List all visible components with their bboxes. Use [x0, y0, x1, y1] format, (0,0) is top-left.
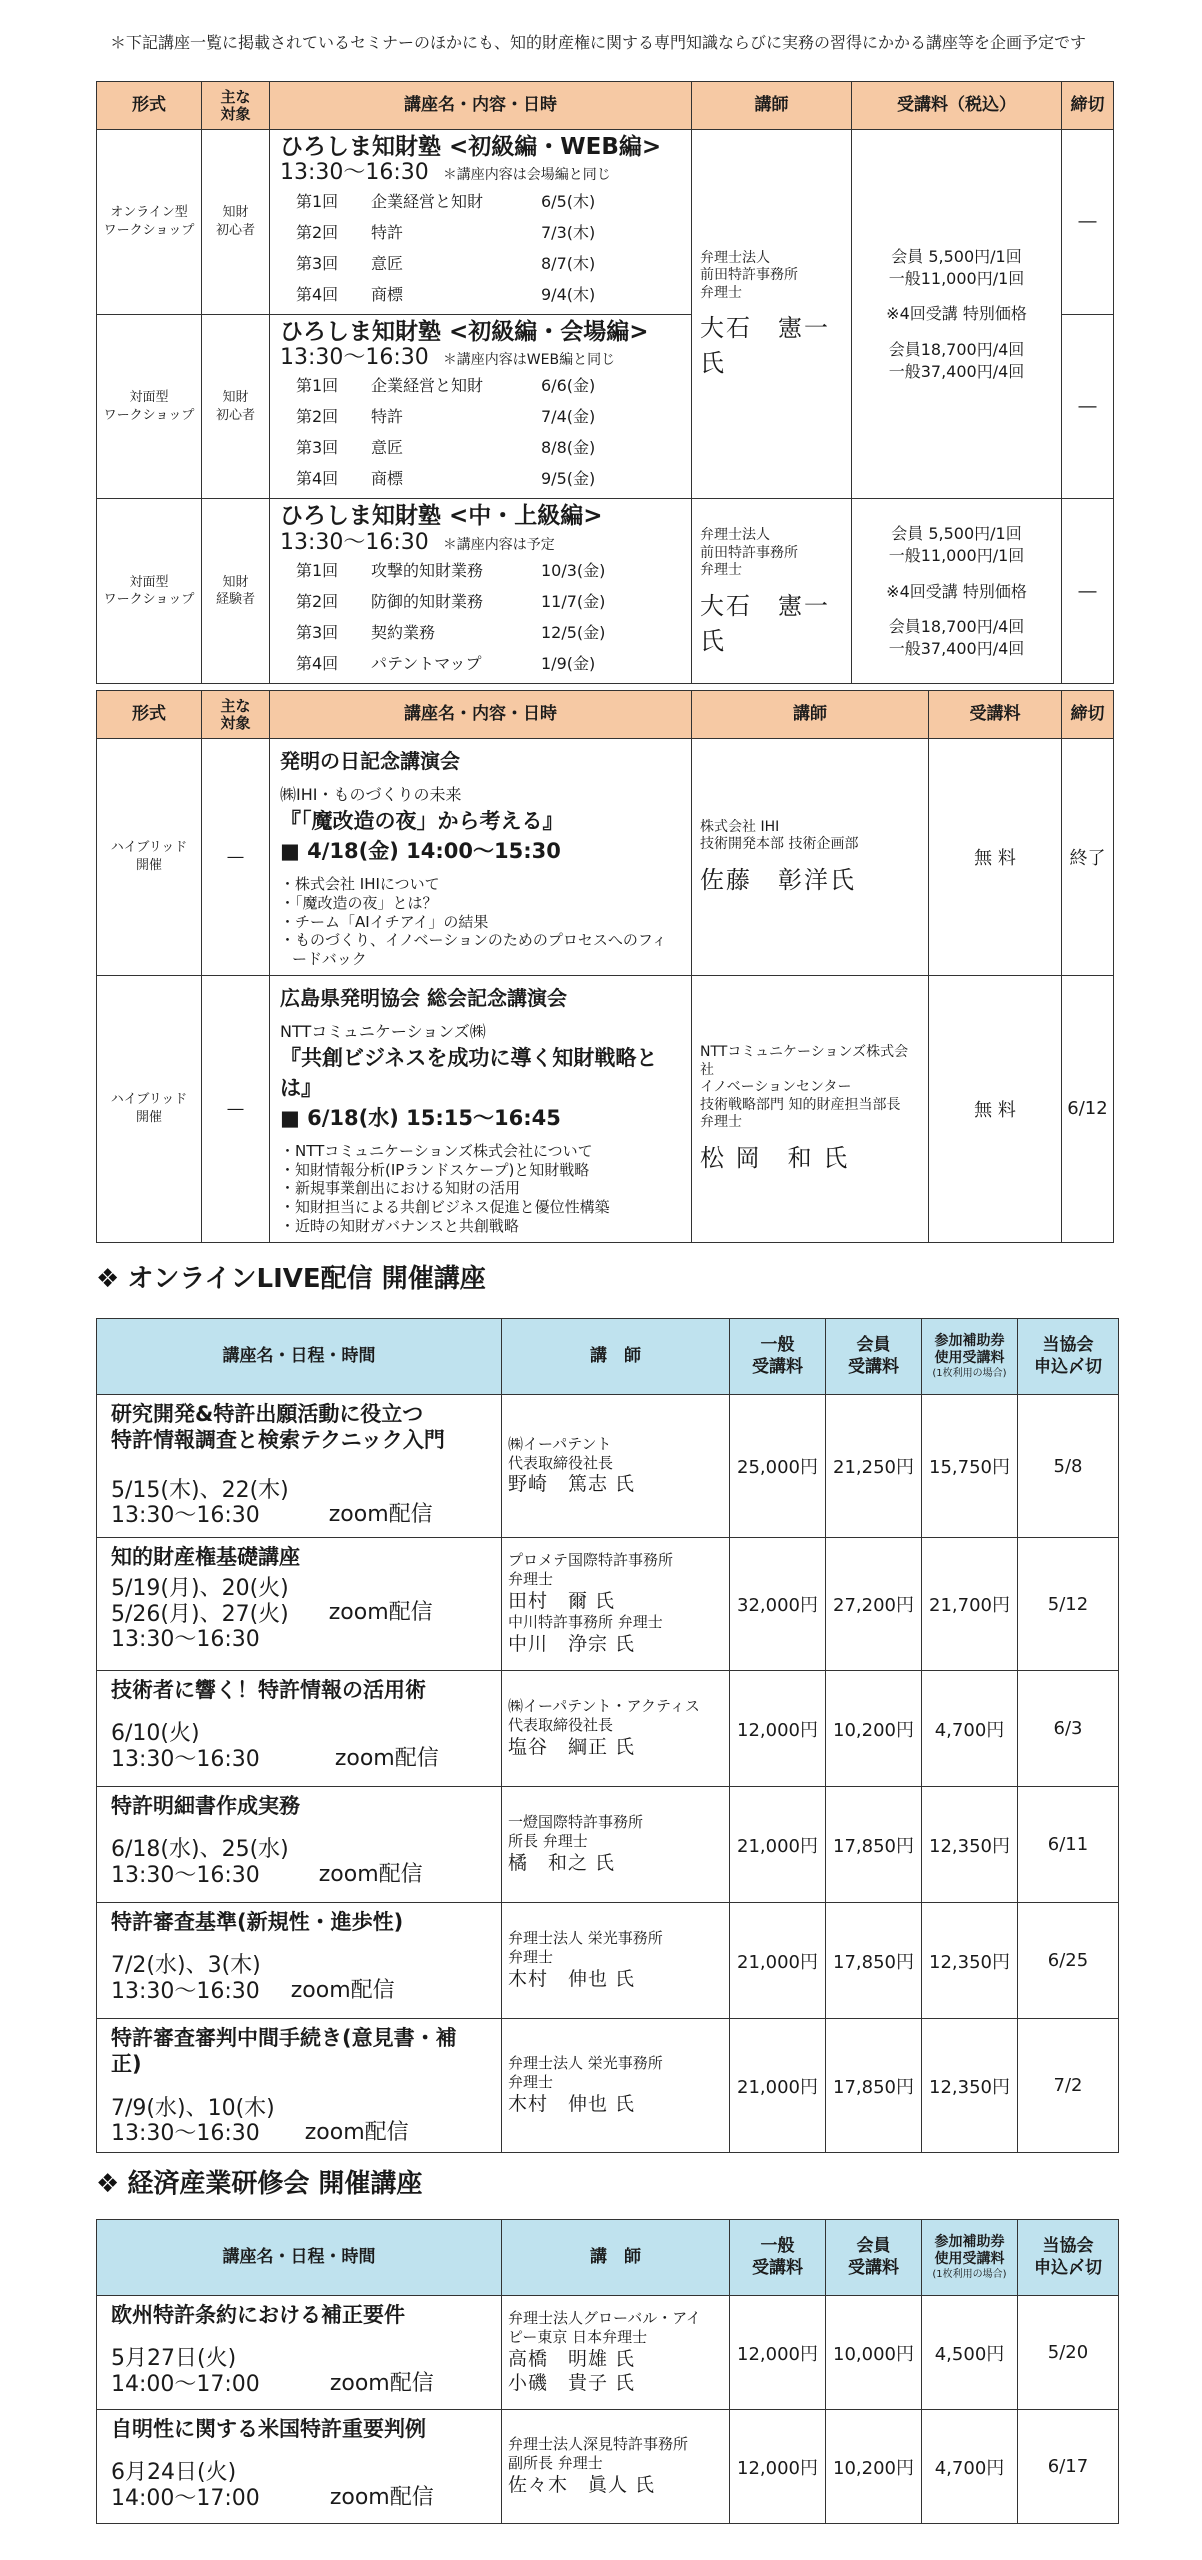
format-cell: 対面型 ワークショップ [97, 499, 202, 684]
course-cell [270, 314, 692, 499]
general-fee: 12,000円 [730, 2296, 826, 2410]
diamond-icon: ❖ [96, 2169, 120, 2199]
fee-cell: 会員 5,500円/1回 一般11,000円/1回 ※4回受講 特別価格 会員18,700円/4回 一般37,400円/4回 [852, 499, 1062, 684]
format-cell: 対面型 ワークショップ [97, 314, 202, 499]
table-row [97, 1903, 1119, 2019]
deadline-cell: 6/12 [1062, 975, 1114, 1242]
col-lecturer: 講師 [692, 691, 929, 739]
course-theme: 『共創ビジネスを成功に導く知財戦略とは』 [280, 1045, 658, 1100]
target-cell: ― [202, 739, 270, 976]
subsidy-fee: 4,700円 [922, 2410, 1018, 2524]
lecturer-cell: 弁理士法人グローバル・アイ ピー東京 日本弁理士 高橋 明雄 氏 小磯 貴子 氏 [502, 2296, 730, 2410]
session-row: 第2回 防御的知財業務 11/7(金) [296, 592, 606, 612]
col-member-fee: 会員 受講料 [826, 2220, 922, 2296]
table-row [97, 2296, 1119, 2410]
lecturer-cell: プロメテ国際特許事務所 弁理士 田村 爾 氏 中川特許事務所 弁理士 中川 浄宗 氏 [502, 1538, 730, 1671]
table-row [97, 130, 1114, 315]
general-fee: 21,000円 [730, 2019, 826, 2153]
table-header [97, 691, 1114, 739]
member-fee: 10,000円 [826, 2296, 922, 2410]
col-deadline: 当協会 申込〆切 [1018, 2220, 1119, 2296]
session-row: 第4回 商標 9/5(金) [296, 469, 596, 489]
general-fee: 32,000円 [730, 1538, 826, 1671]
table-row [97, 739, 1114, 976]
course-cell: 特許明細書作成実務 6/18(水)、25(水) 13:30～16:30 zoom配信 [97, 1787, 502, 1903]
subsidy-fee: 21,700円 [922, 1538, 1018, 1671]
session-row: 第1回 企業経営と知財 6/6(金) [296, 376, 596, 396]
course-cell: 特許審査基準(新規性・進歩性) 7/2(水)、3(木) 13:30～16:30 zoom配信 [97, 1903, 502, 2019]
list-item: ・ 知財担当による共創ビジネス促進と優位性構築 [280, 1198, 681, 1217]
col-format: 形式 [97, 82, 202, 130]
session-row: 第3回 契約業務 12/5(金) [296, 623, 606, 643]
subsidy-fee: 4,500円 [922, 2296, 1018, 2410]
deadline-cell: 6/11 [1018, 1787, 1119, 1903]
col-lecturer: 講師 [692, 82, 852, 130]
table-header [97, 2220, 1119, 2296]
target-cell: 知財 経験者 [202, 499, 270, 684]
course-cell [270, 499, 692, 684]
course-title: 発明の日記念講演会 [280, 749, 460, 773]
col-fee: 受講料 [929, 691, 1062, 739]
course-note: ＊講座内容は予定 [442, 536, 555, 553]
course-cell: 知的財産権基礎講座 5/19(月)、20(火) 5/26(月)、27(火) 13:30～16:30 zoom配信 [97, 1538, 502, 1671]
col-member-fee: 会員 受講料 [826, 1319, 922, 1395]
session-row: 第1回 攻撃的知財業務 10/3(金) [296, 561, 606, 581]
deadline-cell: ― [1062, 130, 1114, 315]
lecturer-cell: 一燈国際特許事務所 所長 弁理士 橘 和之 氏 [502, 1787, 730, 1903]
target-cell: ― [202, 975, 270, 1242]
table-row [97, 499, 1114, 684]
col-course: 講座名・日程・時間 [97, 1319, 502, 1395]
format-cell: ハイブリッド 開催 [97, 739, 202, 976]
list-item: ・ 知財情報分析(IPランドスケープ)と知財戦略 [280, 1161, 681, 1180]
col-deadline: 当協会 申込〆切 [1018, 1319, 1119, 1395]
course-time: 13:30～16:30 [280, 529, 429, 555]
col-target: 主な 対象 [202, 82, 270, 130]
course-cell: 特許審査審判中間手続き(意見書・補正) 7/9(水)、10(木) 13:30～16:30 zoom配信 [97, 2019, 502, 2153]
col-lecturer: 講 師 [502, 2220, 730, 2296]
table-row [97, 2410, 1119, 2524]
deadline-cell: 5/20 [1018, 2296, 1119, 2410]
deadline-cell: 6/3 [1018, 1671, 1119, 1787]
col-general-fee: 一般 受講料 [730, 2220, 826, 2296]
deadline-cell: 終了 [1062, 739, 1114, 976]
general-fee: 21,000円 [730, 1787, 826, 1903]
lecturer-cell: ㈱イーパテント 代表取締役社長 野崎 篤志 氏 [502, 1395, 730, 1538]
col-subsidy-fee: 参加補助券 使用受講料 (1枚利用の場合) [922, 2220, 1018, 2296]
lecturer-cell: 弁理士法人 栄光事務所 弁理士 木村 伸也 氏 [502, 2019, 730, 2153]
general-fee: 25,000円 [730, 1395, 826, 1538]
workshop-table [96, 81, 1114, 684]
list-item: ・ NTTコミュニケーションズ株式会社について [280, 1142, 681, 1161]
session-row: 第2回 特許 7/3(木) [296, 222, 596, 242]
col-format: 形式 [97, 691, 202, 739]
course-title: ひろしま知財塾 <中・上級編> [280, 503, 603, 530]
diamond-icon: ❖ [96, 1264, 120, 1294]
session-row: 第4回 パテントマップ 1/9(金) [296, 654, 596, 674]
course-theme: 『「魔改造の夜」から考える』 [280, 809, 564, 833]
col-course: 講座名・内容・日時 [270, 691, 692, 739]
lecturer-cell: ㈱イーパテント・アクティス 代表取締役社長 塩谷 綱正 氏 [502, 1671, 730, 1787]
lecturer-cell: 株式会社 IHI 技術開発本部 技術企画部 佐藤 彰洋氏 [692, 739, 929, 976]
lecturer-cell: NTTコミュニケーションズ株式会社 イノベーションセンター 技術戦略部門 知的財産担当部長 弁理士 松 岡 和 氏 [692, 975, 929, 1242]
course-cell: 研究開発&特許出願活動に役立つ 特許情報調査と検索テクニック入門 5/15(木)、22(木) 13:30～16:30 zoom配信 [97, 1395, 502, 1538]
course-time: 13:30～16:30 [280, 345, 429, 371]
course-cell [270, 130, 692, 315]
course-subtitle: NTTコミュニケーションズ㈱ [280, 1021, 486, 1041]
subsidy-fee: 12,350円 [922, 2019, 1018, 2153]
notice-text: ＊下記講座一覧に掲載されているセミナーのほかにも、知的財産権に関する専門知識ならびに実務の習得にかかる講座等を企画予定です [110, 33, 1087, 52]
lecturer-cell: 弁理士法人 前田特許事務所 弁理士 大石 憲一 氏 [692, 499, 852, 684]
table-header [97, 1319, 1119, 1395]
deadline-cell: ― [1062, 499, 1114, 684]
col-general-fee: 一般 受講料 [730, 1319, 826, 1395]
course-date: ■ 4/18(金) 14:00～15:30 [280, 839, 561, 863]
session-row: 第3回 意匠 8/7(木) [296, 253, 596, 273]
subsidy-fee: 15,750円 [922, 1395, 1018, 1538]
list-item: ・ 新規事業創出における知財の活用 [280, 1179, 681, 1198]
member-fee: 10,200円 [826, 2410, 922, 2524]
deadline-cell: 6/25 [1018, 1903, 1119, 2019]
list-item: ・ 「魔改造の夜」とは？ [280, 894, 681, 913]
course-note: ＊講座内容は会場編と同じ [442, 167, 611, 184]
meti-course-table [96, 2219, 1119, 2524]
table-header [97, 82, 1114, 130]
table-row [97, 1671, 1119, 1787]
member-fee: 21,250円 [826, 1395, 922, 1538]
list-item: ・ チーム「AIイチアイ」の結果 [280, 913, 681, 932]
col-course: 講座名・日程・時間 [97, 2220, 502, 2296]
course-title: ひろしま知財塾 <初級編・WEB編> [280, 134, 662, 160]
session-row: 第2回 特許 7/4(金) [296, 407, 596, 427]
table-row [97, 2019, 1119, 2153]
course-cell [270, 975, 692, 1242]
lecturer-cell: 弁理士法人 栄光事務所 弁理士 木村 伸也 氏 [502, 1903, 730, 2019]
deadline-cell: ― [1062, 314, 1114, 499]
deadline-cell: 5/8 [1018, 1395, 1119, 1538]
table-row [97, 1787, 1119, 1903]
course-note: ＊講座内容はWEB編と同じ [442, 352, 616, 369]
course-cell: 自明性に関する米国特許重要判例 6月24日(火) 14:00～17:00 zoom配信 [97, 2410, 502, 2524]
col-deadline: 締切 [1062, 691, 1114, 739]
fee-cell: 無 料 [929, 739, 1062, 976]
member-fee: 17,850円 [826, 2019, 922, 2153]
fee-cell: 無 料 [929, 975, 1062, 1242]
course-time: 13:30～16:30 [280, 160, 429, 186]
col-lecturer: 講 師 [502, 1319, 730, 1395]
course-topics [280, 875, 681, 969]
lecturer-cell: 弁理士法人深見特許事務所 副所長 弁理士 佐々木 眞人 氏 [502, 2410, 730, 2524]
format-cell: ハイブリッド 開催 [97, 975, 202, 1242]
subsidy-fee: 12,350円 [922, 1787, 1018, 1903]
online-course-table [96, 1318, 1119, 2153]
list-item: ・ ものづくり、イノベーションのためのプロセスへのフィードバック [280, 931, 681, 969]
target-cell: 知財 初心者 [202, 314, 270, 499]
subsidy-fee: 4,700円 [922, 1671, 1018, 1787]
course-cell: 欧州特許条約における補正要件 5月27日(火) 14:00～17:00 zoom配信 [97, 2296, 502, 2410]
lecture-table [96, 690, 1114, 1243]
list-item: ・ 近時の知財ガバナンスと共創戦略 [280, 1217, 681, 1236]
lecturer-cell: 弁理士法人 前田特許事務所 弁理士 大石 憲一 氏 [692, 130, 852, 499]
fee-cell: 会員 5,500円/1回 一般11,000円/1回 ※4回受講 特別価格 会員18,700円/4回 一般37,400円/4回 [852, 130, 1062, 499]
col-course: 講座名・内容・日時 [270, 82, 692, 130]
member-fee: 27,200円 [826, 1538, 922, 1671]
member-fee: 17,850円 [826, 1787, 922, 1903]
course-subtitle: ㈱IHI・ものづくりの未来 [280, 785, 462, 804]
course-title: ひろしま知財塾 <初級編・会場編> [280, 318, 649, 345]
format-cell: オンライン型 ワークショップ [97, 130, 202, 315]
table-row [97, 1395, 1119, 1538]
deadline-cell: 5/12 [1018, 1538, 1119, 1671]
table-row [97, 975, 1114, 1242]
session-row: 第3回 意匠 8/8(金) [296, 438, 596, 458]
subsidy-fee: 12,350円 [922, 1903, 1018, 2019]
list-item: ・ 株式会社 IHIについて [280, 875, 681, 894]
member-fee: 10,200円 [826, 1671, 922, 1787]
course-title: 広島県発明協会 総会記念講演会 [280, 985, 567, 1010]
course-cell: 技術者に響く！特許情報の活用術 6/10(火) 13:30～16:30 zoom配信 [97, 1671, 502, 1787]
deadline-cell: 6/17 [1018, 2410, 1119, 2524]
session-row: 第4回 商標 9/4(木) [296, 284, 596, 304]
target-cell: 知財 初心者 [202, 130, 270, 315]
general-fee: 12,000円 [730, 1671, 826, 1787]
general-fee: 21,000円 [730, 1903, 826, 2019]
member-fee: 17,850円 [826, 1903, 922, 2019]
course-date: ■ 6/18(水) 15:15～16:45 [280, 1105, 561, 1130]
session-row: 第1回 企業経営と知財 6/5(木) [296, 191, 596, 211]
col-fee: 受講料（税込） [852, 82, 1062, 130]
general-fee: 12,000円 [730, 2410, 826, 2524]
section-title-meti: ❖ 経済産業研修会 開催講座 [96, 2169, 423, 2199]
col-target: 主な 対象 [202, 691, 270, 739]
section-title-online: ❖ オンラインLIVE配信 開催講座 [96, 1264, 486, 1294]
col-subsidy-fee: 参加補助券 使用受講料 (1枚利用の場合) [922, 1319, 1018, 1395]
deadline-cell: 7/2 [1018, 2019, 1119, 2153]
col-deadline: 締切 [1062, 82, 1114, 130]
table-row [97, 1538, 1119, 1671]
course-topics [280, 1142, 681, 1236]
course-cell [270, 739, 692, 976]
